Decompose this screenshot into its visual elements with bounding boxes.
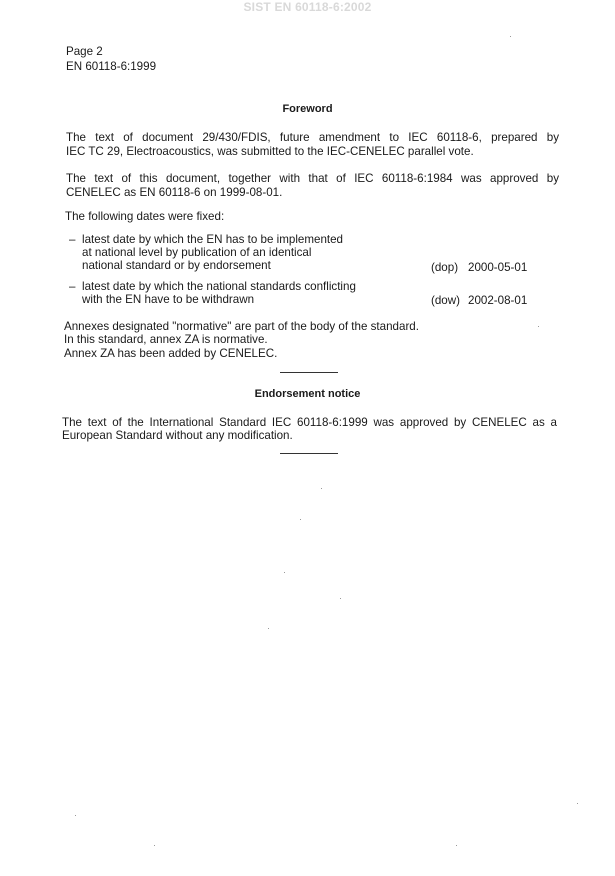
endorsement-line1: The text of the International Standard IEC 60118-6:1999 was approved by CENELEC as a xyxy=(62,416,557,429)
foreword-para2-line1: The text of this document, together with that of IEC 60118-6:1984 was approved by xyxy=(66,172,559,185)
watermark: SIST EN 60118-6:2002 xyxy=(243,0,372,14)
dop-code: (dop) xyxy=(431,261,459,274)
scan-speck xyxy=(538,326,539,327)
scan-speck xyxy=(300,519,301,520)
dash-bullet: – xyxy=(69,233,76,246)
dow-date: 2002-08-01 xyxy=(468,294,528,307)
foreword-para1-line1: The text of document 29/430/FDIS, future amendment to IEC 60118-6, prepared by xyxy=(66,131,559,144)
scan-speck xyxy=(577,803,578,804)
document-id: EN 60118-6:1999 xyxy=(66,60,157,73)
foreword-para1-line2: IEC TC 29, Electroacoustics, was submitted to the IEC-CENELEC parallel vote. xyxy=(66,145,474,158)
dow-text-line2: with the EN have to be withdrawn xyxy=(82,293,255,306)
section-divider xyxy=(280,372,338,373)
dates-intro: The following dates were fixed: xyxy=(65,210,225,223)
dop-text-line2: at national level by publication of an identical xyxy=(82,246,312,259)
annex-line2: In this standard, annex ZA is normative. xyxy=(64,333,268,346)
dop-text-line1: latest date by which the EN has to be implemented xyxy=(82,233,344,246)
scan-speck xyxy=(456,845,457,846)
scan-speck xyxy=(510,36,511,37)
dop-text-line3: national standard or by endorsement xyxy=(82,259,271,272)
scan-speck xyxy=(75,815,76,816)
dop-date: 2000-05-01 xyxy=(468,261,528,274)
scan-speck xyxy=(154,845,155,846)
dow-code: (dow) xyxy=(431,294,460,307)
scan-speck xyxy=(268,628,269,629)
scan-speck xyxy=(284,572,285,573)
end-divider xyxy=(280,453,338,454)
endorsement-line2: European Standard without any modification. xyxy=(62,429,293,442)
dow-text-line1: latest date by which the national standards conflicting xyxy=(82,280,356,293)
scan-speck xyxy=(321,488,322,489)
foreword-para2-line2: CENELEC as EN 60118-6 on 1999-08-01. xyxy=(66,186,283,199)
foreword-title: Foreword xyxy=(282,103,333,115)
endorsement-title: Endorsement notice xyxy=(254,388,361,400)
scan-speck xyxy=(340,598,341,599)
page-number: Page 2 xyxy=(66,45,103,58)
annex-line3: Annex ZA has been added by CENELEC. xyxy=(64,347,278,360)
annex-line1: Annexes designated "normative" are part of the body of the standard. xyxy=(64,320,419,333)
dash-bullet: – xyxy=(69,280,76,293)
